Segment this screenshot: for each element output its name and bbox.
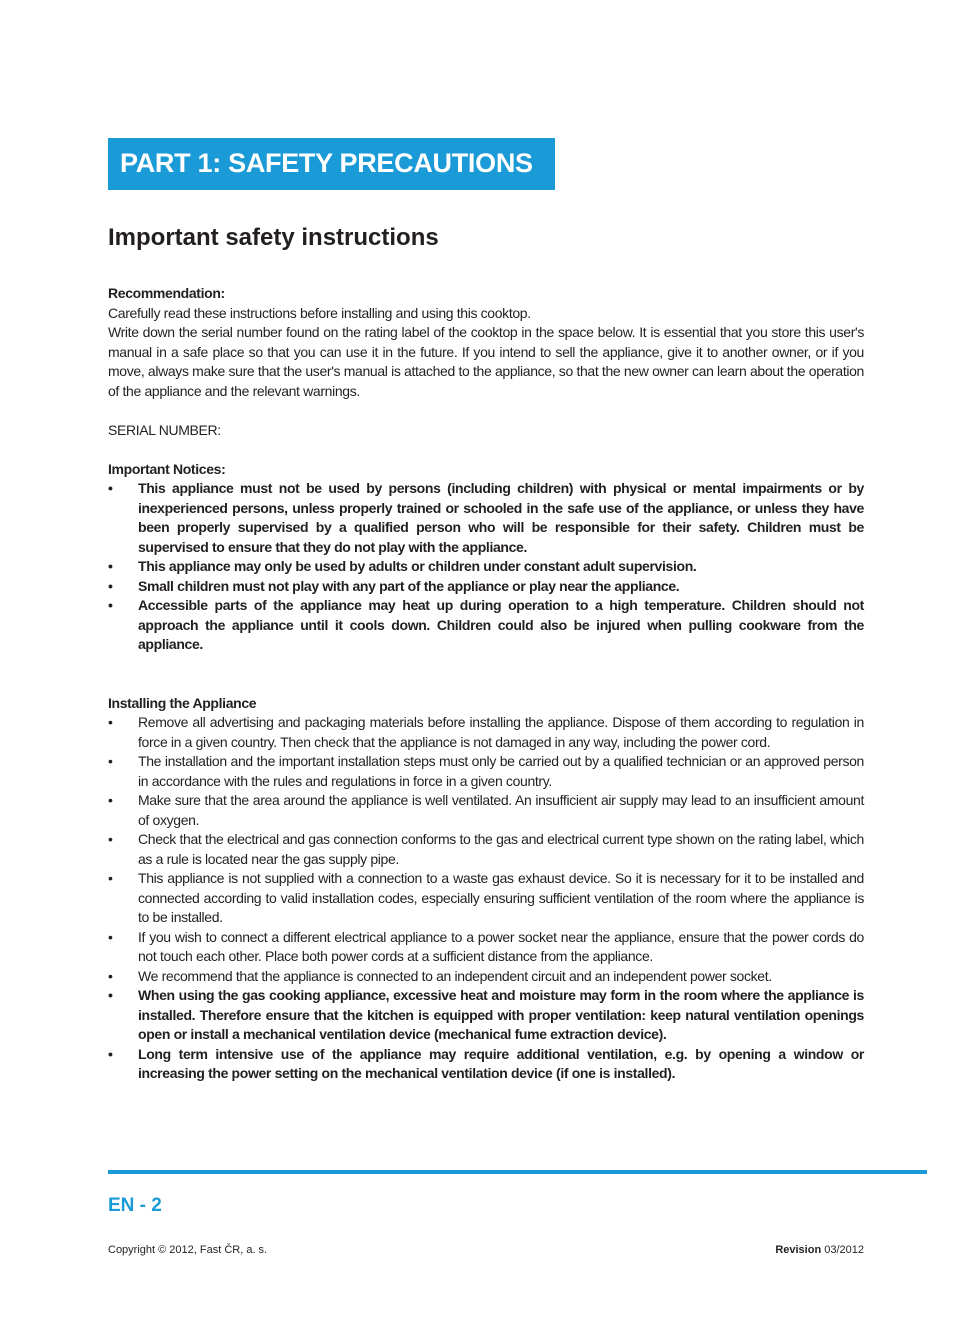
list-item bbox=[108, 1045, 864, 1084]
list-item bbox=[108, 752, 864, 791]
spacer bbox=[108, 401, 864, 421]
page-number: EN - 2 bbox=[108, 1195, 162, 1216]
installing-label: Installing the Appliance bbox=[108, 694, 257, 711]
list-item bbox=[108, 596, 864, 655]
list-item bbox=[108, 986, 864, 1045]
recommendation-label: Recommendation: bbox=[108, 285, 225, 301]
bullet-icon: • bbox=[108, 597, 113, 613]
list-item bbox=[108, 557, 864, 577]
list-item-text: This appliance may only be used by adults or children under constant adult supervision. bbox=[138, 558, 697, 574]
bullet-icon: • bbox=[108, 967, 113, 984]
list-item-text: Long term intensive use of the appliance may require additional ventilation, e.g. by opening a window or increasing the power setting on the mechanical ventilation device (if one is installed). bbox=[138, 1045, 864, 1081]
list-item bbox=[108, 967, 864, 987]
part-title: PART 1: SAFETY PRECAUTIONS bbox=[120, 148, 533, 178]
revision-label: Revision bbox=[775, 1244, 822, 1256]
bullet-icon: • bbox=[108, 753, 113, 769]
list-item-text: The installation and the important installation steps must only be carried out by a qualified technician or an approved person in accordance with the rules and regulations in force in a given country. bbox=[138, 753, 864, 789]
list-item-text: Accessible parts of the appliance may heat up during operation to a high temperature. Children should not approach the appliance until it cools down. Children could also be injured when pulling cookware from the appliance. bbox=[138, 597, 864, 652]
bullet-icon: • bbox=[108, 558, 113, 574]
installing-list bbox=[108, 713, 864, 1084]
part-header-banner bbox=[108, 138, 555, 190]
bullet-icon: • bbox=[108, 577, 113, 594]
section-title: Important safety instructions bbox=[108, 224, 439, 251]
important-notices-label: Important Notices: bbox=[108, 460, 226, 477]
serial-number-label: SERIAL NUMBER: bbox=[108, 421, 221, 438]
list-item bbox=[108, 830, 864, 869]
bullet-icon: • bbox=[108, 480, 113, 496]
bullet-icon: • bbox=[108, 714, 113, 730]
spacer bbox=[108, 440, 864, 460]
bullet-icon: • bbox=[108, 987, 113, 1003]
bullet-icon: • bbox=[108, 928, 113, 945]
list-item bbox=[108, 713, 864, 752]
list-item-text: When using the gas cooking appliance, excessive heat and moisture may form in the room where the appliance is installed. Therefore ensure that the kitchen is equipped with proper ventilation: keep natural ventilation openings open or install a mechanical ventilation device (mechanical fume extraction device). bbox=[138, 987, 864, 1042]
recommendation-paragraph: Write down the serial number found on the rating label of the cooktop in the space below. It is essential that you store this user's manual in a safe place so that you can use it in the future. If you intend to sell the appliance, give it to another owner, or if you move, always make sure that the user's manual is attached to the appliance, so that the new owner can learn about the operation of the appliance and the relevant warnings. bbox=[108, 324, 864, 399]
list-item-text: If you wish to connect a different electrical appliance to a power socket near the appliance, ensure that the power cords do not touch each other. Place both power cords at a sufficient distance from the appliance. bbox=[138, 928, 864, 964]
list-item bbox=[108, 791, 864, 830]
bullet-icon: • bbox=[108, 1045, 113, 1062]
list-item-text: Small children must not play with any part of the appliance or play near the appliance. bbox=[138, 577, 680, 594]
copyright-notice: Copyright © 2012, Fast ČR, a. s. bbox=[108, 1244, 268, 1256]
list-item-text: Check that the electrical and gas connection conforms to the gas and electrical current type shown on the rating label, which as a rule is located near the gas supply pipe. bbox=[138, 831, 864, 867]
content-body bbox=[108, 284, 864, 1084]
footer-divider bbox=[108, 1170, 927, 1174]
list-item-text: This appliance must not be used by persons (including children) with physical or mental impairments or by inexperienced persons, unless properly trained or schooled in the safe use of the appliance, or unless they have been properly supervised by a qualified person who will be responsible for their safety. Children must be supervised to ensure that they do not play with the appliance. bbox=[138, 480, 864, 555]
list-item bbox=[108, 869, 864, 928]
important-notices-list bbox=[108, 479, 864, 655]
revision-info bbox=[775, 1244, 864, 1256]
bullet-icon: • bbox=[108, 870, 113, 886]
list-item-text: Remove all advertising and packaging materials before installing the appliance. Dispose of them according to regulation in force in a given country. Then check that the appliance is not damaged in any way, including the power cord. bbox=[138, 714, 864, 750]
list-item bbox=[108, 479, 864, 557]
bullet-icon: • bbox=[108, 831, 113, 847]
list-item-text: We recommend that the appliance is connected to an independent circuit and an independent power socket. bbox=[138, 967, 772, 984]
list-item bbox=[108, 928, 864, 967]
bullet-icon: • bbox=[108, 792, 113, 808]
revision-value: 03/2012 bbox=[824, 1244, 864, 1256]
spacer bbox=[108, 655, 864, 694]
list-item-text: This appliance is not supplied with a connection to a waste gas exhaust device. So it is necessary for it to be installed and connected according to valid installation codes, especially ensuring sufficient ventilation of the room where the appliance is to be installed. bbox=[138, 870, 864, 925]
recommendation-line: Carefully read these instructions before installing and using this cooktop. bbox=[108, 304, 531, 321]
list-item bbox=[108, 577, 864, 597]
list-item-text: Make sure that the area around the appliance is well ventilated. An insufficient air supply may lead to an insufficient amount of oxygen. bbox=[138, 792, 864, 828]
